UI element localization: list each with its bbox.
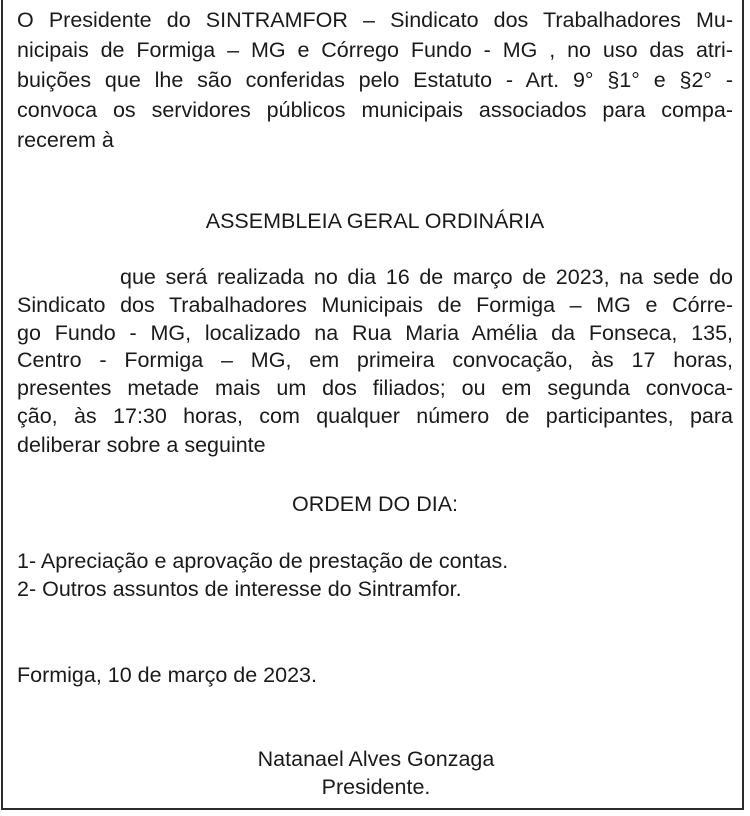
intro-line: convoca os servidores públicos municipais associados para compa- <box>17 98 733 122</box>
agenda-item: 2- Outros assuntos de interesse do Sintramfor. <box>17 577 462 601</box>
signature-name: Natanael Alves Gonzaga <box>257 747 495 771</box>
body-line: deliberar sobre a seguinte <box>17 433 266 457</box>
intro-line: nicipais de Formiga – MG e Córrego Fundo - MG , no uso das atri- <box>17 38 733 62</box>
intro-line: O Presidente do SINTRAMFOR – Sindicato dos Trabalhadores Mu- <box>17 8 733 32</box>
intro-line: recerem à <box>17 128 114 152</box>
body-line: presentes metade mais um dos filiados; ou em segunda convoca- <box>17 376 733 400</box>
place-date: Formiga, 10 de março de 2023. <box>17 663 317 687</box>
agenda-item: 1- Apreciação e aprovação de prestação de contas. <box>17 549 509 573</box>
agenda-title: ORDEM DO DIA: <box>291 492 459 516</box>
body-line: Centro - Formiga – MG, em primeira convocação, às 17 horas, <box>17 348 733 372</box>
signature-title: Presidente. <box>321 775 431 799</box>
body-line: Sindicato dos Trabalhadores Municipais de Formiga – MG e Córre- <box>17 293 733 317</box>
assembly-title: ASSEMBLEIA GERAL ORDINÁRIA <box>205 209 545 233</box>
body-line: go Fundo - MG, localizado na Rua Maria Amélia da Fonseca, 135, <box>17 321 733 345</box>
body-line: que será realizada no dia 16 de março de 2023, na sede do <box>120 265 733 289</box>
body-line: ção, às 17:30 horas, com qualquer número de participantes, para <box>17 404 733 428</box>
intro-line: buições que lhe são conferidas pelo Estatuto - Art. 9° §1° e §2° - <box>17 68 733 92</box>
